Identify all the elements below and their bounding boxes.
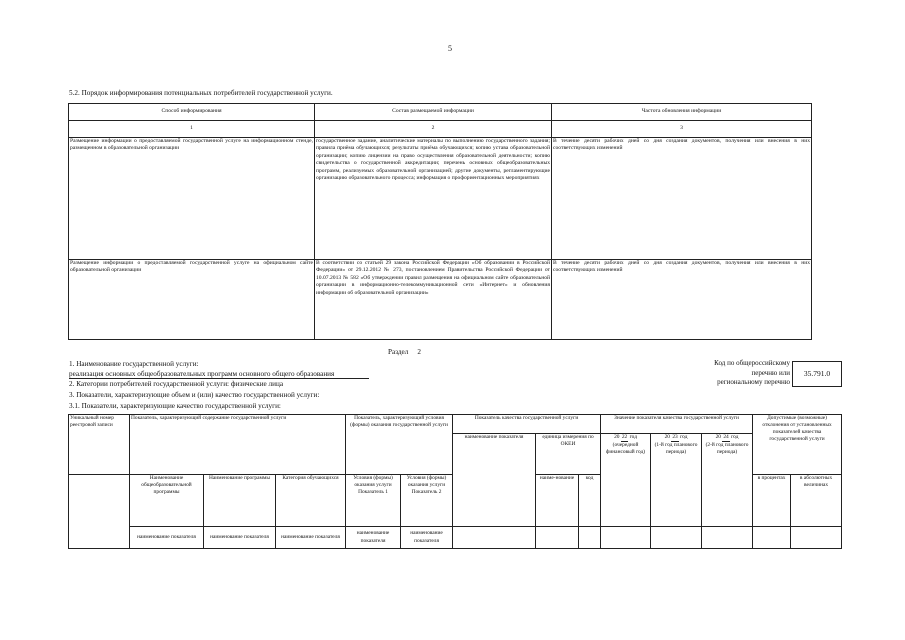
section-5-2-title: 5.2. Порядок информирования потенциальных потребителей государственной услуги.	[69, 89, 333, 97]
unit-okei-header: единица измерения по ОКЕИ	[536, 434, 601, 475]
col-number: 3	[552, 121, 812, 138]
year3-header	[702, 434, 753, 527]
empty-cell	[753, 527, 791, 549]
okr-label-line2: перечню или	[751, 368, 790, 377]
content-indicator-header: Показатель, характеризующий содержание государственной услуги	[130, 415, 346, 475]
conditions-indicator-header: Показатель, характеризующий условия (формы) оказания государственной услуги	[346, 415, 453, 475]
razdel-label: Раздел	[388, 348, 409, 356]
empty-cell	[536, 527, 579, 549]
unit-code-header: код	[579, 475, 601, 527]
year3-number: 24	[722, 434, 729, 442]
deviation-percent-header: в процентах	[753, 475, 791, 527]
empty-cell	[601, 527, 651, 549]
subcol-indicator-name: наименование показателя	[204, 527, 276, 549]
year3-suffix: год	[731, 434, 739, 440]
empty-cell	[702, 527, 753, 549]
indicators-heading: 3. Показатели, характеризующие объем и (или) качество государственной услуги:	[69, 391, 320, 399]
quality-value-header: Значение показателя качества государственной услуги	[601, 415, 753, 434]
year2-note: (1-й год планового периода)	[654, 442, 698, 456]
quality-indicators-table	[68, 414, 842, 549]
subcol-indicator-name: наименование показателя	[130, 527, 204, 549]
row1-method: Размещение информации о предоставляемой государственной услуге на информационном стенде, размещенном в образовательной организации	[69, 138, 315, 260]
header-method: Способ информирования	[69, 104, 315, 121]
unique-number-cell	[69, 475, 130, 549]
row1-frequency: В течение десяти рабочих дней со дня создания документов, получения или внесения в них соответствующих изменений	[552, 138, 812, 260]
empty-cell	[791, 527, 842, 549]
subcol-indicator-name: наименование показателя	[346, 527, 401, 549]
deviation-header: Допустимые (возможные) отклонения от установленных показателей качества государственной услуги	[753, 415, 842, 475]
information-table	[68, 103, 812, 340]
row2-frequency: В течение десяти рабочих дней со дня создания документов, получения или внесения в них соответствующих изменений	[552, 260, 812, 340]
quality-indicator-header: Показатель качества государственной услуги	[453, 415, 601, 434]
year2-number: 23	[671, 434, 678, 442]
col-number: 1	[69, 121, 315, 138]
year3-note: (2-й год планового периода)	[705, 442, 749, 456]
year3-prefix: 20	[715, 434, 721, 440]
year1-header	[601, 434, 651, 527]
year2-prefix: 20	[664, 434, 670, 440]
row2-method: Размещение информации о предоставляемой государственной услуге на официальном сайте образовательной организации	[69, 260, 315, 340]
consumer-category: 2. Категории потребителей государственной услуги: физические лица	[69, 380, 284, 388]
subcol-condition-1: Условия (формы) оказания услуги Показатель 1	[346, 475, 401, 527]
razdel-number: 2	[417, 348, 421, 356]
razdel-heading	[388, 348, 421, 356]
service-name-label: 1. Наименование государственной услуги:	[69, 360, 199, 368]
quality-indicators-heading: 3.1. Показатели, характеризующие качество государственной услуги:	[69, 402, 281, 410]
year1-number: 22	[621, 434, 628, 442]
col-number: 2	[315, 121, 552, 138]
row2-content: В соответствии со статьей 29 закона Российской Федерации «Об образовании в Российской Федерации» от 29.12.2012 № 273, постановлением Правительства Российской Федерации от 10.07.2013 № 582 «Об утверждении правил размещения на официальном сайте образовательной организации в информационно-телекоммуникационной сети «Интернет» и обновления информации об образовательной организации»	[315, 260, 552, 340]
page-number: 5	[448, 44, 452, 53]
okr-code-label	[714, 359, 790, 388]
subcol-program: Наименование программы	[204, 475, 276, 527]
okr-label-line1: Код по общероссийскому	[714, 359, 790, 367]
row1-content: государственное задание, аналитические материалы по выполнению государственного задания; правила приёма обучающихся; результаты приёма обучающихся; копию устава образовательной организации; копию лицензии на право осуществления образовательной деятельности; копию свидетельства о государственной аккредитации; перечень основных общеобразовательных программ, реализуемых образовательной организацией; другие документы, регламентирующие организацию образовательного процесса; информация о профориентационных мероприятиях	[315, 138, 552, 260]
empty-cell	[579, 527, 601, 549]
subcol-indicator-name: наименование показателя	[401, 527, 453, 549]
subcol-category: Категория обучающихся	[276, 475, 346, 527]
deviation-absolute-header: в абсолютных величинах	[791, 475, 842, 527]
subcol-indicator-name: наименование показателя	[276, 527, 346, 549]
year1-note: (очередной финансовый год)	[605, 442, 646, 456]
empty-cell	[453, 527, 536, 549]
service-name-value: реализация основных общеобразовательных программ основного общего образования	[69, 370, 369, 379]
unit-name-header: наиме-нование	[536, 475, 579, 527]
year1-suffix: год	[629, 434, 637, 440]
okr-code-box: 35.791.0	[792, 361, 842, 387]
year2-suffix: год	[680, 434, 688, 440]
year1-prefix: 20	[614, 434, 620, 440]
header-content: Состав размещаемой информации	[315, 104, 552, 121]
empty-cell	[651, 527, 702, 549]
subcol-program-name: Наименование общеобразовательной программы	[130, 475, 204, 527]
header-frequency: Частота обновления информации	[552, 104, 812, 121]
year2-header	[651, 434, 702, 527]
okr-label-line3: региональному перечню	[717, 378, 790, 387]
subcol-condition-2: Условия (формы) оказания услуги Показатель 2	[401, 475, 453, 527]
indicator-name-header: наименование показателя	[453, 434, 536, 527]
unique-number-header: Уникальный номер реестровой записи	[69, 415, 130, 475]
